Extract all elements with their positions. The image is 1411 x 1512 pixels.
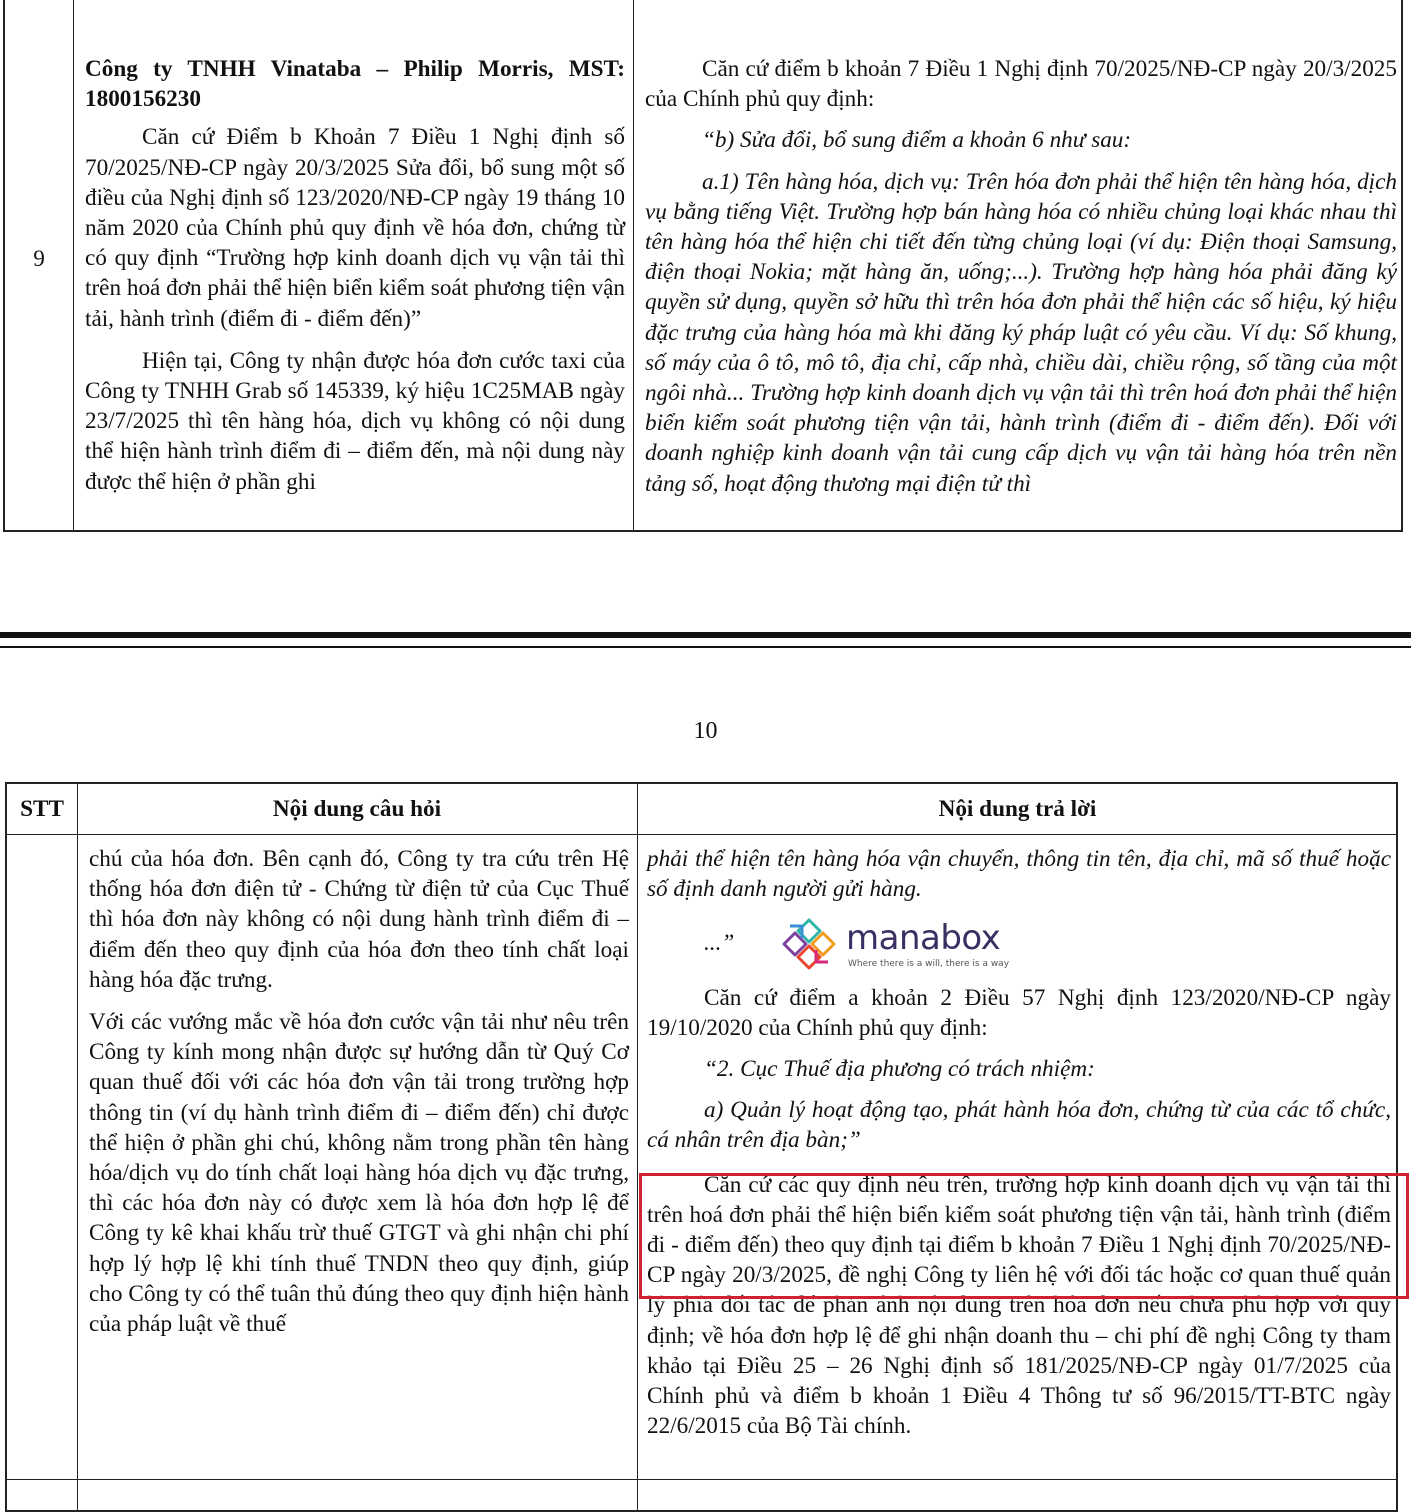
row-number: 9 [33, 246, 45, 272]
question-title: Công ty TNHH Vinataba – Philip Morris, MST: 1800156230 [85, 56, 625, 113]
answer-quote: a) Quản lý hoạt động tạo, phát hành hóa đơn, chứng từ của các tổ chức, cá nhân trên địa bàn;” [647, 1097, 1391, 1154]
answer-conclusion: Căn cứ các quy định nêu trên, trường hợp kinh doanh dịch vụ vận tải thì trên hoá đơn phải thể hiện biển kiểm soát phương tiện vận tải, hành trình (điểm đi - điểm đến) theo quy định tại điểm b khoản 7 Điều 1 Nghị định 70/2025/NĐ-CP ngày 20/3/2025, đề nghị Công ty liên hệ với đối tác hoặc cơ quan thuế quản lý phía đối tác để phản ánh nội dung trên hóa đơn nếu chưa phù hợp với quy định; về hóa đơn hợp lệ để ghi nhận doanh thu – chi phí đề nghị Công ty tham khảo tại Điều 25 – 26 Nghị định số 181/2025/NĐ-CP ngày 01/7/2025 của Chính phủ và điểm b khoản 1 Điều 4 Thông tư số 96/2015/TT-BTC ngày 22/6/2015 của Bộ Tài chính. [647, 1171, 1391, 1440]
manabox-logo-icon [776, 914, 842, 974]
question-paragraph: Hiện tại, Công ty nhận được hóa đơn cước taxi của Công ty TNHH Grab số 145339, ký hiệu 1C25MAB ngày 23/7/2025 thì tên hàng hóa, dịch vụ không có nội dung thể hiện hành trình điểm đi – điểm đến, mà nội dung này được thể hiện ở phần ghi [85, 347, 625, 495]
row-divider [7, 1479, 1396, 1480]
question-cell-bottom [89, 844, 629, 1339]
question-cell-top [85, 54, 625, 497]
manabox-tagline: Where there is a will, there is a way [848, 959, 1010, 969]
page-break-line [0, 646, 1411, 648]
header-question: Nội dung câu hỏi [272, 796, 442, 822]
answer-paragraph: Căn cứ điểm a khoản 2 Điều 57 Nghị định 123/2020/NĐ-CP ngày 19/10/2020 của Chính phủ quy định: [647, 984, 1391, 1041]
page-number: 10 [693, 718, 718, 744]
header-answer: Nội dung trả lời [938, 796, 1097, 822]
answer-cell-top [645, 54, 1397, 499]
answer-cell-bottom [647, 844, 1391, 1441]
manabox-logo [776, 914, 1016, 974]
page-break-line [0, 632, 1411, 638]
answer-quote: a.1) Tên hàng hóa, dịch vụ: Trên hóa đơn phải thể hiện tên hàng hóa, dịch vụ bằng tiếng Việt. Trường hợp bán hàng hóa có nhiều chủng loại khác nhau thì tên hàng hóa thể hiện chi tiết đến từng chủng loại (ví dụ: Điện thoại Samsung, điện thoại Nokia; mặt hàng ăn, uống;...). Trường hợp hàng hóa phải đăng ký quyền sử dụng, quyền sở hữu thì trên hóa đơn phải thể hiện các số hiệu, ký hiệu đặc trưng của hàng hóa mà khi đăng ký pháp luật có yêu cầu. Ví dụ: Số khung, số máy của ô tô, mô tô, địa chỉ, cấp nhà, chiều dài, chiều rộng, số tầng của một ngôi nhà... Trường hợp kinh doanh dịch vụ vận tải thì trên hoá đơn phải thể hiện biển kiểm soát phương tiện vận tải, hành trình (điểm đi - điểm đến). Đối với doanh nghiệp kinh doanh vận tải cung cấp dịch vụ vận tải hàng hóa trên nền tảng số, hoạt động thương mại điện tử thì [645, 168, 1397, 497]
answer-ellipsis: ...” [704, 930, 735, 957]
question-paragraph: Căn cứ Điểm b Khoản 7 Điều 1 Nghị định số 70/2025/NĐ-CP ngày 20/3/2025 Sửa đổi, bổ sung một số điều của Nghị định số 123/2020/NĐ-CP ngày 19 tháng 10 năm 2020 của Chính phủ quy định về hóa đơn, chứng từ có quy định “Trường hợp kinh doanh dịch vụ vận tải thì trên hoá đơn phải thể hiện biển kiểm soát phương tiện vận tải, hành trình (điểm đi - điểm đến)” [85, 124, 626, 332]
column-divider [637, 784, 638, 1510]
top-table [3, 0, 1403, 532]
answer-quote: phải thể hiện tên hàng hóa vận chuyển, thông tin tên, địa chỉ, mã số thuế hoặc số định danh người gửi hàng. [647, 846, 1391, 903]
answer-paragraph: Căn cứ điểm b khoản 7 Điều 1 Nghị định 70/2025/NĐ-CP ngày 20/3/2025 của Chính phủ quy định: [645, 56, 1397, 113]
bottom-table [5, 782, 1398, 1512]
highlight-box [639, 1173, 1409, 1299]
header-stt: STT [20, 796, 64, 822]
column-divider [77, 784, 78, 1510]
answer-quote: “2. Cục Thuế địa phương có trách nhiệm: [704, 1056, 1095, 1083]
manabox-wordmark: manabox [846, 918, 1001, 958]
column-divider [73, 0, 74, 530]
column-divider [633, 0, 634, 530]
question-paragraph: chú của hóa đơn. Bên cạnh đó, Công ty tra cứu trên Hệ thống hóa đơn điện tử - Chứng từ điện tử của Cục Thuế thì hóa đơn này không có nội dung hành trình điểm đi – điểm đến theo quy định của hóa đơn theo tính chất loại hàng hóa đặc trưng. [89, 846, 629, 993]
header-divider [7, 834, 1396, 835]
question-paragraph: Với các vướng mắc về hóa đơn cước vận tải như nêu trên Công ty kính mong nhận được sự hướng dẫn từ Quý Cơ quan thuế đối với các hóa đơn vận tải trong trường hợp thông tin (ví dụ hành trình điểm đi – điểm đến) chỉ được thể hiện ở phần ghi chú, không nằm trong phần tên hàng hóa/dịch vụ do tính chất loại hàng hóa dịch vụ đặc trưng, thì các hóa đơn này có được xem là hóa đơn hợp lệ để Công ty kê khai khấu trừ thuế GTGT và ghi nhận chi phí hợp lý hợp lệ khi tính thuế TNDN theo quy định, giúp cho Công ty có thể tuân thủ đúng theo quy định hiện hành của pháp luật về thuế [89, 1009, 629, 1338]
answer-quote: “b) Sửa đổi, bổ sung điểm a khoản 6 như sau: [702, 127, 1132, 154]
